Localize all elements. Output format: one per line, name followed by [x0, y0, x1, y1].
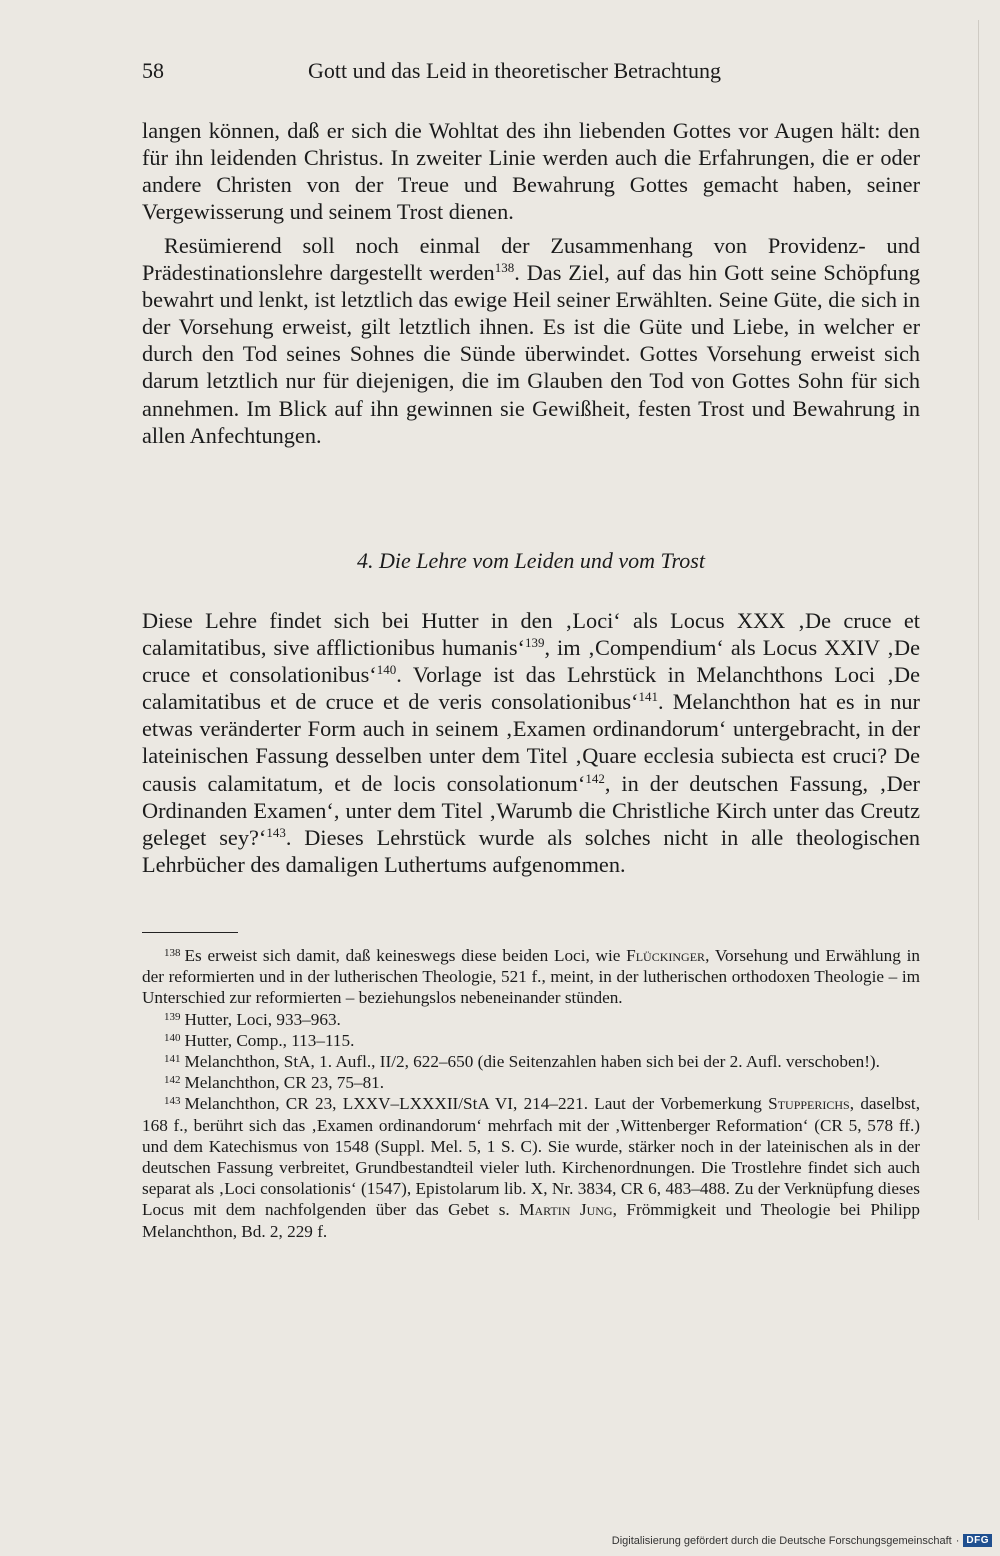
footnote-ref-140: 140 [376, 662, 397, 678]
footnote-ref-141: 141 [638, 689, 658, 705]
footnote-number: 143 [164, 1095, 181, 1108]
footnote-text: Hutter, Loci, 933–963. [184, 1009, 341, 1029]
paragraph-2 [142, 232, 920, 449]
paragraph-3-s5: , in der deutschen Fassung, ‚Der Ordinanden Examen‘, unter dem Titel ‚Warumb die Christliche Kirch unter das Creutz geleget sey?‘ [142, 770, 920, 850]
footnote-text: Melanchthon, StA, 1. Aufl., II/2, 622–650 (die Seitenzahlen haben sich bei der 2. Aufl. verschoben!). [184, 1052, 880, 1072]
footnote-ref-138: 138 [494, 260, 515, 276]
bullet-separator: · [955, 1534, 960, 1547]
footnote-ref-139: 139 [524, 635, 545, 651]
digitization-credit [612, 1534, 992, 1547]
page-number: 58 [142, 58, 164, 83]
paragraph-3-s2: , im ‚Compendium‘ als Locus XXIV ‚De cruce et consolationibus‘ [142, 635, 920, 688]
section-heading: 4. Die Lehre vom Leiden und vom Trost [357, 548, 705, 573]
footnote-143 [142, 1093, 920, 1241]
footnote-142 [142, 1072, 920, 1093]
footnote-text: Hutter, Comp., 113–115. [184, 1030, 355, 1050]
footnote-ref-143: 143 [266, 824, 286, 840]
paragraph-2-text-a: Resümierend soll noch einmal der Zusammenhang von Providenz- und Prädestinationslehre dargestellt werden [142, 233, 920, 286]
footnote-number: 142 [164, 1074, 181, 1087]
footnote-141 [142, 1051, 920, 1072]
footnote-138 [142, 945, 920, 1009]
paragraph-1-text: langen können, daß er sich die Wohltat des ihn liebenden Gottes vor Augen hält: den für ihn leidenden Christus. In zweiter Linie werden auch die Erfahrungen, die er oder andere Christen von der Treue und Bewahrung Gottes gemacht haben, seiner Vergewisserung und seinem Trost dienen. [142, 118, 920, 225]
paragraph-3-s4: . Melanchthon hat es in nur etwas veränderter Form auch in seinem ‚Examen ordinandorum‘ untergebracht, in der lateinischen Fassung desselben unter dem Titel ‚Quare ecclesia subiecta est cruci? De causis calamitatum, et de locis consolationum‘ [142, 689, 920, 796]
running-title: Gott und das Leid in theoretischer Betrachtung [308, 58, 721, 83]
footnote-number: 139 [164, 1010, 181, 1023]
paragraph-3-s3: . Vorlage ist das Lehrstück in Melanchthons Loci ‚De calamitatibus et de cruce et de veris consolationibus‘ [142, 662, 920, 715]
footnote-author: Martin Jung [519, 1200, 613, 1220]
footnote-139 [142, 1009, 920, 1030]
footnote-number: 141 [164, 1053, 181, 1066]
page-edge-line [978, 20, 979, 1220]
paragraph-3-s6: . Dieses Lehrstück wurde als solches nicht in alle theologischen Lehrbücher des damaligen Luthertums aufgenommen. [142, 824, 921, 877]
footnotes [142, 945, 920, 1242]
footnote-140 [142, 1030, 920, 1051]
footnote-text: , daselbst, 168 f., berührt sich das ‚Examen ordinandorum‘ mehrfach mit der ‚Wittenberger Reformation‘ (CR 5, 578 ff.) und dem Katechismus von 1548 (Suppl. Mel. 5, 1 S. C). Sie wurde, stärker noch in der lateinischen als in der deutschen Fassung verbreitet, Grundbestandteil vieler luth. Kirchenordnungen. Die Trostlehre findet sich auch separat als ‚Loci consolationis‘ (1547), Epistolarum lib. X, Nr. 3834, CR 6, 483–488. Zu der Verknüpfung dieses Locus mit dem nachfolgenden über das Gebet s. [142, 1094, 920, 1220]
footnote-ref-142: 142 [585, 770, 605, 786]
footnote-author: Stupperichs [768, 1094, 850, 1114]
paragraph-1 [142, 117, 920, 225]
footnote-text: , Frömmigkeit und Theologie bei Philipp Melanchthon, Bd. 2, 229 f. [142, 1200, 920, 1241]
footnote-separator [142, 932, 238, 933]
digitization-note: Digitalisierung gefördert durch die Deutsche Forschungsgemeinschaft [611, 1534, 952, 1547]
footnote-text: Melanchthon, CR 23, LXXV–LXXXII/StA VI, 214–221. Laut der Vorbemerkung [184, 1094, 769, 1114]
footnote-text: Es erweist sich damit, daß keineswegs diese beiden Loci, wie [184, 946, 627, 965]
paragraph-3 [142, 607, 920, 878]
paragraph-3-s1: Diese Lehre findet sich bei Hutter in den ‚Loci‘ als Locus XXX ‚De cruce et calamitatibus, sive afflictionibus humanis‘ [142, 608, 920, 661]
footnote-text: , Vorsehung und Erwählung in der reformierten und in der lutherischen Theologie, 521 f., meint, in der lutherischen orthodoxen Theologie – im Unterschied zur reformierten – beziehungslos nebeneinander stünden. [142, 946, 920, 1008]
dfg-logo: DFG [963, 1534, 992, 1547]
footnote-number: 140 [164, 1031, 181, 1044]
footnote-number: 138 [164, 947, 181, 959]
footnote-text: Melanchthon, CR 23, 75–81. [184, 1073, 385, 1093]
paragraph-2-text-b: . Das Ziel, auf das hin Gott seine Schöpfung bewahrt und lenkt, ist letztlich das ewige Heil seiner Erwählten. Seine Güte, die sich in der Vorsehung erweist, gilt letztlich ihnen. Es ist die Güte und Liebe, in welcher er durch den Tod seines Sohnes die Sünde überwindet. Gottes Vorsehung erweist sich darum letztlich nur für diejenigen, die im Glauben den Tod von Gottes Sohn für sich annehmen. Im Blick auf ihn gewinnen sie Gewißheit, festen Trost und Bewahrung in allen Anfechtungen. [142, 260, 920, 448]
footnote-author: Flückinger [626, 946, 706, 965]
